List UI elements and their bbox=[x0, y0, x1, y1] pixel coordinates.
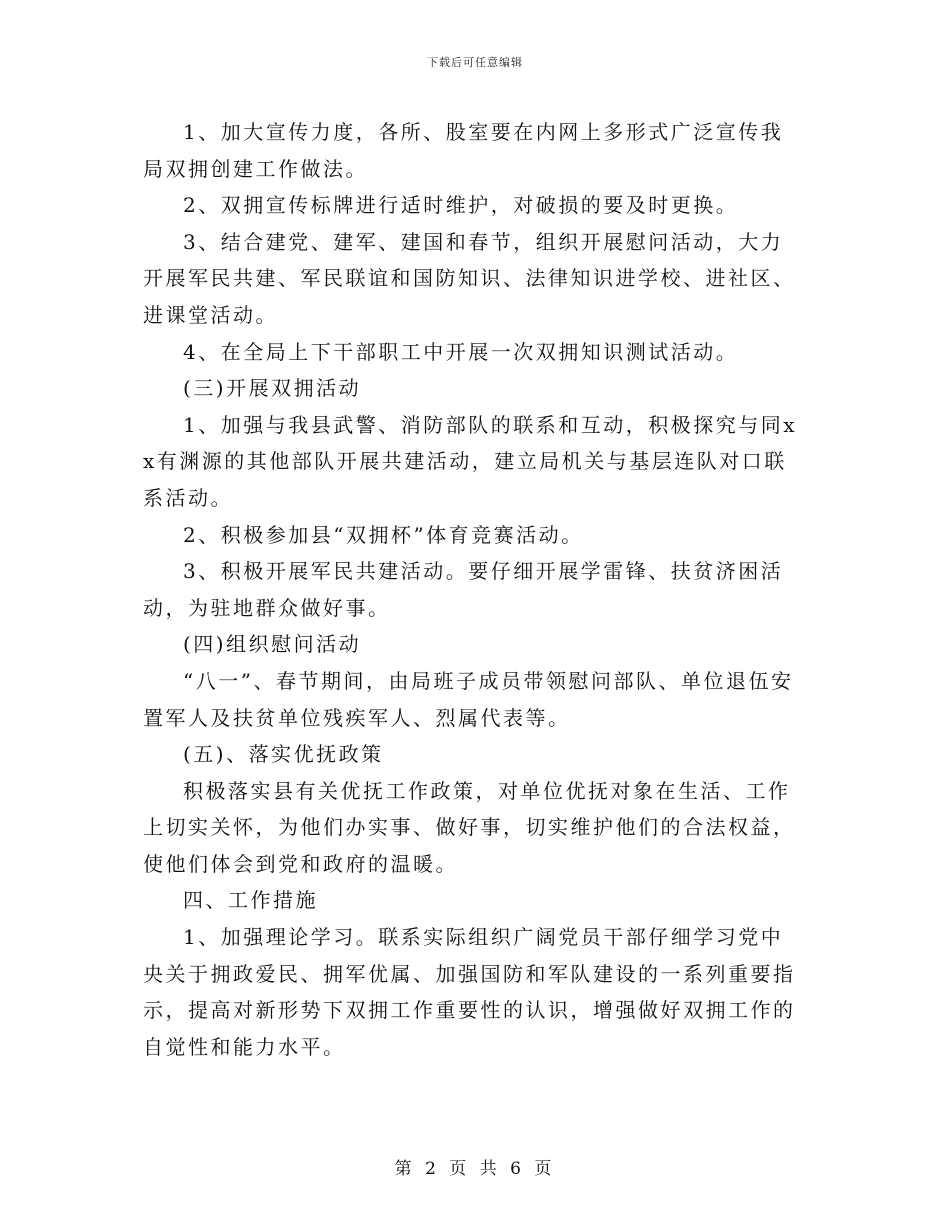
paragraph: 积极落实县有关优抚工作政策，对单位优抚对象在生活、工作上切实关怀，为他们办实事、做好事，切实维护他们的合法权益，使他们体会到党和政府的温暖。 bbox=[143, 778, 796, 876]
paragraph: “八一”、春节期间，由局班子成员带领慰问部队、单位退伍安置军人及扶贫单位残疾军人、烈属代表等。 bbox=[143, 668, 794, 730]
page-header: 下载后可任意编辑 bbox=[427, 56, 523, 69]
document-body bbox=[143, 114, 803, 1065]
paragraph: 1、加大宣传力度，各所、股室要在内网上多形式广泛宣传我局双拥创建工作做法。 bbox=[143, 120, 784, 181]
section-heading: (三)开展双拥活动 bbox=[183, 376, 362, 401]
paragraph: 2、双拥宣传标牌进行适时维护，对破损的要及时更换。 bbox=[183, 193, 739, 218]
paragraph: 3、积极开展军民共建活动。要仔细开展学雷锋、扶贫济困活动，为驻地群众做好事。 bbox=[143, 559, 784, 620]
section-heading: (五)、落实优抚政策 bbox=[183, 742, 384, 767]
page-number: 第 2 页 共 6 页 bbox=[394, 1159, 556, 1179]
paragraph: 1、加强理论学习。联系实际组织广阔党员干部仔细学习党中央关于拥政爱民、拥军优属、加强国防和军队建设的一系列重要指示，提高对新形势下双拥工作重要性的认识，增强做好双拥工作的自觉性和能力水平。 bbox=[143, 925, 796, 1059]
section-heading: (四)组织慰问活动 bbox=[183, 632, 362, 657]
section-heading: 四、工作措施 bbox=[183, 888, 318, 913]
paragraph: 3、结合建党、建军、建国和春节，组织开展慰问活动，大力开展军民共建、军民联谊和国防知识、法律知识进学校、进社区、进课堂活动。 bbox=[143, 229, 796, 327]
paragraph: 4、在全局上下干部职工中开展一次双拥知识测试活动。 bbox=[183, 339, 739, 364]
paragraph: 1、加强与我县武警、消防部队的联系和互动，积极探究与同xx有渊源的其他部队开展共建活动，建立局机关与基层连队对口联系活动。 bbox=[143, 412, 798, 510]
paragraph: 2、积极参加县“双拥杯”体育竞赛活动。 bbox=[183, 522, 584, 547]
